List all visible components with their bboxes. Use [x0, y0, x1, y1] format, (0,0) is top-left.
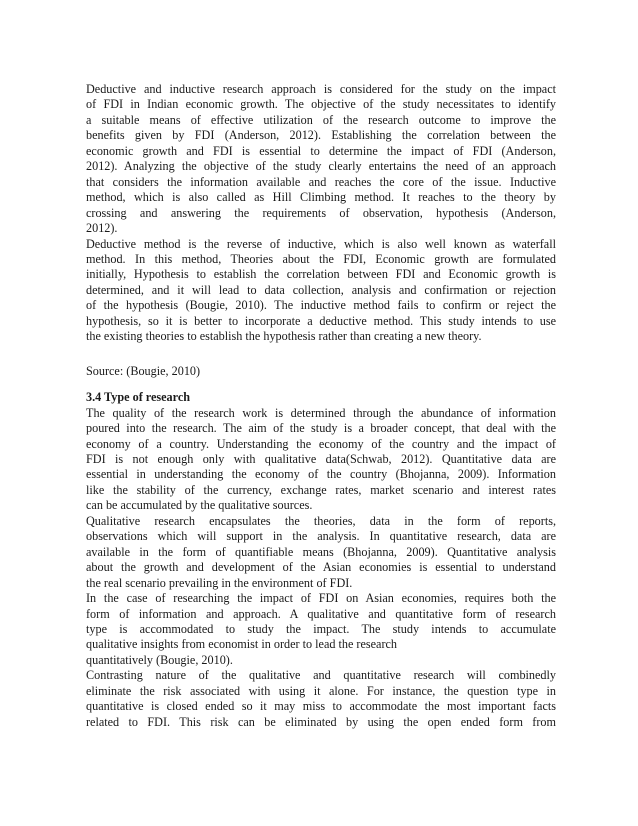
text-line: of FDI in Indian economic growth. The objective of the study necessitates to identify — [86, 97, 556, 112]
paragraph-asian-economies — [86, 591, 556, 668]
text-line: the existing theories to establish the hypothesis rather than creating a new theory. — [86, 329, 482, 344]
text-line: related to FDI. This risk can be eliminated by using the open ended form from — [86, 714, 556, 729]
text-line: 2012). Analyzing the objective of the study clearly entertains the need of an approach — [86, 159, 556, 174]
text-line: available in the form of quantifiable means (Bhojanna, 2009). Quantitative analysis — [86, 544, 556, 559]
text-line: benefits given by FDI (Anderson, 2012). Establishing the correlation between the — [86, 128, 556, 143]
text-line: Deductive method is the reverse of inductive, which is also well known as waterfall — [86, 236, 556, 251]
text-line: initially, Hypothesis to establish the correlation between FDI and Economic growth is — [86, 267, 556, 282]
text-line: quantitatively (Bougie, 2010). — [86, 652, 233, 667]
text-line: of the hypothesis (Bougie, 2010). The inductive method fails to confirm or reject the — [86, 298, 556, 313]
paragraph-qualitative-research — [86, 514, 556, 591]
document-page — [86, 82, 556, 730]
source-citation: Source: (Bougie, 2010) — [86, 363, 201, 378]
text-line: essential in understanding the economy of the country (Bhojanna, 2009). Information — [86, 467, 556, 482]
text-line: can be accumulated by the qualitative sources. — [86, 498, 313, 513]
text-line: economy of a country. Understanding the economy of the country and the impact of — [86, 436, 556, 451]
text-line: like the stability of the currency, exchange rates, market scenario and interest rates — [86, 482, 556, 497]
text-line: economic growth and FDI is essential to determine the impact of FDI (Anderson, — [86, 143, 556, 158]
section-heading: 3.4 Type of research — [86, 390, 191, 405]
text-line: the real scenario prevailing in the environment of FDI. — [86, 575, 353, 590]
text-line: method, which is also called as Hill Climbing method. It reaches to the theory by — [86, 190, 556, 205]
text-line: FDI is not enough only with qualitative data(Schwab, 2012). Quantitative data are — [86, 451, 556, 466]
text-line: hypothesis, so it is better to incorporate a deductive method. This study intends to use — [86, 313, 556, 328]
text-line: Contrasting nature of the qualitative and quantitative research will combinedly — [86, 668, 556, 683]
text-line: determined, and it will lead to data collection, analysis and confirmation or rejection — [86, 282, 556, 297]
text-line: quantitative is closed ended so it may miss to accommodate the most important facts — [86, 699, 556, 714]
text-line: qualitative insights from economist in order to lead the research — [86, 637, 398, 652]
text-line: type is accommodated to study the impact. The study intends to accumulate — [86, 621, 556, 636]
text-line: about the growth and development of the Asian economies is essential to understand — [86, 560, 556, 575]
text-line: form of information and approach. A qualitative and quantitative form of research — [86, 606, 556, 621]
paragraph-deductive-method — [86, 237, 556, 345]
text-line: The quality of the research work is determined through the abundance of information — [86, 405, 556, 420]
text-line: Qualitative research encapsulates the theories, data in the form of reports, — [86, 513, 556, 528]
text-line: that considers the information available and reaches the core of the issue. Inductive — [86, 174, 556, 189]
text-line: observations which will support in the analysis. In quantitative research, data are — [86, 529, 556, 544]
text-line: method. In this method, Theories about the FDI, Economic growth are formulated — [86, 251, 556, 266]
text-line: poured into the research. The aim of the study is a broader concept, that deal with the — [86, 421, 556, 436]
text-line: crossing and answering the requirements of observation, hypothesis (Anderson, — [86, 205, 556, 220]
paragraph-research-quality — [86, 406, 556, 514]
text-line: eliminate the risk associated with using it alone. For instance, the question type in — [86, 683, 556, 698]
text-line: 2012). — [86, 221, 118, 236]
paragraph-contrasting-nature — [86, 668, 556, 730]
paragraph-deductive-inductive — [86, 82, 556, 237]
text-line: In the case of researching the impact of FDI on Asian economies, requires both the — [86, 591, 556, 606]
text-line: Deductive and inductive research approach is considered for the study on the impact — [86, 82, 556, 96]
text-line: a suitable means of effective utilization of the research outcome to improve the — [86, 112, 556, 127]
